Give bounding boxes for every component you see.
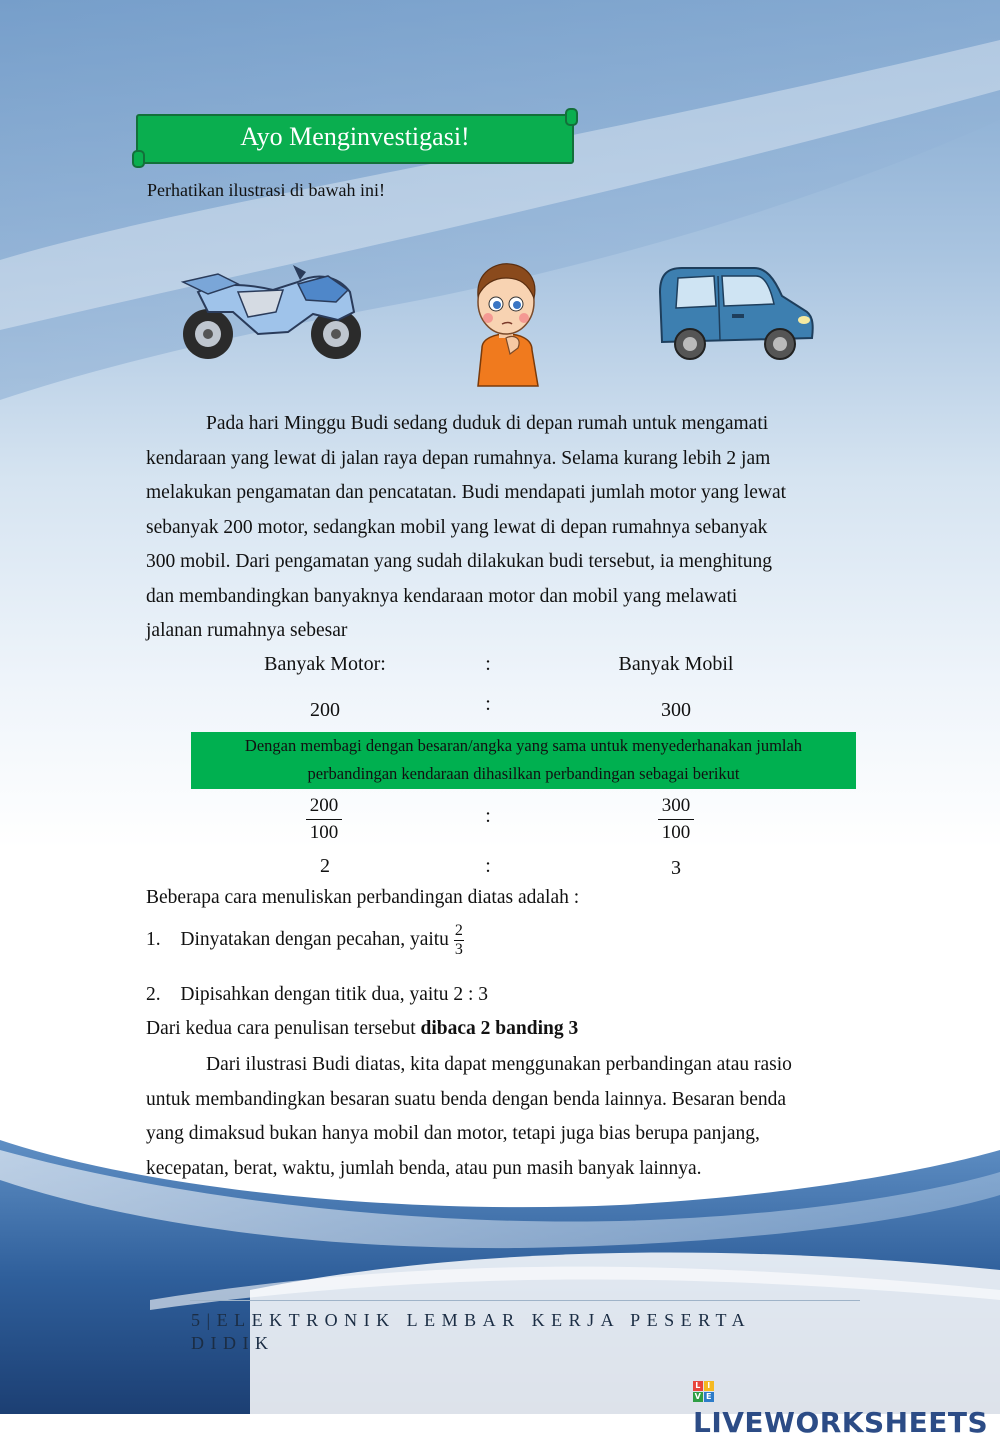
story-line: dan membandingkan banyaknya kendaraan motor dan mobil yang melawati bbox=[146, 585, 738, 607]
fraction-right bbox=[658, 795, 694, 844]
fraction-left bbox=[306, 795, 342, 844]
closing-line: Dari ilustrasi Budi diatas, kita dapat menggunakan perbandingan atau rasio bbox=[206, 1054, 792, 1075]
story-line: melakukan pengamatan dan pencatatan. Budi mendapati jumlah motor yang lewat bbox=[146, 482, 787, 503]
story-line: 300 mobil. Dari pengamatan yang sudah dilakukan budi tersebut, ia menghitung bbox=[146, 551, 773, 572]
page-number: 5 bbox=[191, 1310, 207, 1330]
ways-item-1 bbox=[146, 922, 464, 959]
note-line: perbandingan kendaraan dihasilkan perbandingan sebagai berikut bbox=[307, 764, 740, 783]
footer-title: ELEKTRONIK LEMBAR KERJA PESERTA DIDIK bbox=[191, 1310, 751, 1353]
fraction-left-denominator: 100 bbox=[309, 822, 339, 843]
header-separator: : bbox=[485, 653, 491, 675]
banner-scroll-roll bbox=[132, 150, 145, 168]
liveworksheets-watermark[interactable] bbox=[693, 1373, 1000, 1439]
logo-letter: I bbox=[704, 1381, 714, 1391]
ratio-fraction-denominator: 3 bbox=[454, 941, 463, 958]
story-line: kendaraan yang lewat di jalan raya depan rumahnya. Selama kurang lebih 2 jam bbox=[146, 447, 771, 469]
ways-intro: Beberapa cara menuliskan perbandingan diatas adalah : bbox=[146, 887, 580, 908]
item-text: Dinyatakan dengan pecahan, yaitu bbox=[180, 928, 449, 950]
simplify-note bbox=[191, 732, 856, 789]
read-bold: dibaca 2 banding 3 bbox=[420, 1018, 579, 1039]
logo-letter: L bbox=[693, 1381, 703, 1391]
closing-line: yang dimaksud bukan hanya mobil dan motor, tetapi juga bias berupa panjang, bbox=[146, 1123, 760, 1144]
story-line: sebanyak 200 motor, sedangkan mobil yang lewat di depan rumahnya sebanyak bbox=[146, 516, 768, 538]
fraction-right-numerator: 300 bbox=[658, 795, 694, 820]
note-line: Dengan membagi dengan besaran/angka yang sama untuk menyederhanakan jumlah bbox=[244, 736, 803, 755]
thinking-boy-icon bbox=[466, 262, 546, 386]
fraction-left-numerator: 200 bbox=[306, 795, 342, 820]
footer-divider bbox=[190, 1300, 860, 1301]
fraction-right-denominator: 100 bbox=[661, 822, 691, 843]
footer-separator: | bbox=[206, 1310, 217, 1330]
closing-paragraph bbox=[146, 1048, 879, 1186]
item-text: Dipisahkan dengan titik dua, yaitu 2 : 3 bbox=[180, 984, 488, 1005]
story-line: Pada hari Minggu Budi sedang duduk di depan rumah untuk mengamati bbox=[206, 413, 769, 434]
header-motor: Banyak Motor: bbox=[264, 653, 386, 675]
watermark-text: LIVEWORKSHEETS bbox=[693, 1406, 989, 1439]
item-number: 2. bbox=[146, 984, 161, 1005]
liveworksheets-logo-icon bbox=[693, 1381, 714, 1402]
result-separator: : bbox=[485, 855, 491, 877]
closing-line: kecepatan, berat, waktu, jumlah benda, atau pun masih banyak lainnya. bbox=[146, 1157, 702, 1179]
value-motor: 200 bbox=[310, 699, 340, 721]
read-statement bbox=[146, 1018, 578, 1040]
value-mobil: 300 bbox=[661, 699, 691, 721]
story-paragraph bbox=[146, 407, 879, 649]
result-right: 3 bbox=[671, 857, 681, 879]
motorcycle-icon bbox=[178, 262, 368, 364]
result-left: 2 bbox=[320, 855, 330, 877]
logo-letter: V bbox=[694, 1391, 702, 1401]
instruction-text: Perhatikan ilustrasi di bawah ini! bbox=[147, 180, 385, 200]
read-prefix: Dari kedua cara penulisan tersebut bbox=[146, 1018, 421, 1039]
ratio-fraction-numerator: 2 bbox=[454, 922, 463, 939]
logo-letter: E bbox=[704, 1392, 714, 1402]
ways-item-2 bbox=[146, 984, 488, 1006]
item-number: 1. bbox=[146, 928, 161, 950]
story-line: jalanan rumahnya sebesar bbox=[146, 620, 348, 641]
value-separator: : bbox=[485, 693, 491, 715]
fraction-separator: : bbox=[485, 805, 491, 827]
banner-title: Ayo Menginvestigasi! bbox=[240, 122, 470, 151]
section-banner bbox=[136, 114, 574, 164]
closing-line: untuk membandingkan besaran suatu benda dengan benda lainnya. Besaran benda bbox=[146, 1088, 787, 1110]
header-mobil: Banyak Mobil bbox=[618, 653, 734, 675]
footer bbox=[191, 1309, 811, 1355]
ratio-fraction bbox=[454, 922, 464, 959]
car-icon bbox=[654, 262, 816, 364]
